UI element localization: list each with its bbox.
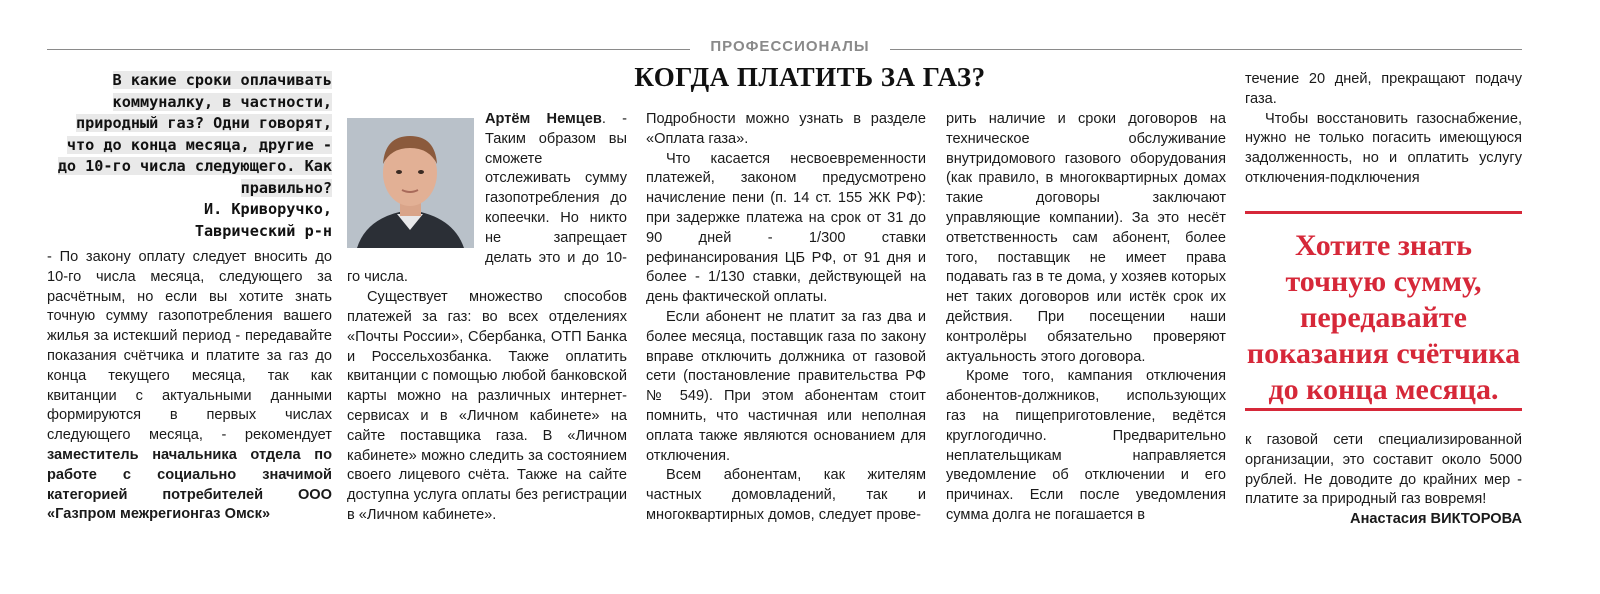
question-author-name: И. Криворучко, — [203, 200, 332, 218]
question-author — [47, 199, 332, 242]
pull-quote: Хотите знать точную сумму, передавайте показания счётчика до конца месяца. — [1246, 229, 1521, 406]
expert-name: Артём Немцев — [485, 111, 602, 127]
column-3 — [646, 110, 926, 526]
reader-question — [47, 70, 332, 242]
expert-position: заместитель начальника отдела по работе с социально значимой категорией потребителей ООО «Газпром межрегионгаз Омск» — [47, 446, 332, 523]
paragraph: Чтобы восстановить газоснабжение, нужно не только погасить имеющуюся задолженность, но и оплатить услугу отключения-подключения — [1245, 110, 1522, 186]
column-4 — [946, 110, 1226, 526]
section-rubric: ПРОФЕССИОНАЛЫ — [710, 38, 870, 55]
article-title: КОГДА ПЛАТИТЬ ЗА ГАЗ? — [634, 62, 986, 92]
paragraph: к газовой сети специализированной организации, это составит около 5000 рублей. Не доводите до крайних мер - платите за природный газ вовремя! — [1245, 432, 1522, 508]
answer-text: - По закону оплату следует вносить до 10-го числа месяца, следующего за расчётным, но если вы хотите знать точную сумму газопотребления вашего жилья за истекший период - передавайте показания счётчика и платите за газ до конца текущего месяца, так как квитанции с актуальными данными формируются в первых числах следующего месяца, - рекомендует — [47, 249, 332, 444]
author-byline: Анастасия ВИКТОРОВА — [1350, 511, 1522, 528]
paragraph: Существует множество способов платежей за газ: во всех отделениях «Почты России», Сбербанка, ОТП Банка и Россельхозбанка. Также оплатить квитанции с помощью любой банковской карты можно на различных интернет-сервисах и в «Личном кабинете» на сайте поставщика газа. В «Личном кабинете» можно следить за состоянием своего лицевого счёта. Также на сайте доступна услуга оплаты без регистрации в «Личном кабинете». — [347, 289, 627, 523]
column-5-bottom — [1245, 431, 1522, 530]
paragraph: Что касается несвоевременности платежей, законом предусмотрено начисление пени (п. 14 ст. 155 ЖК РФ): при задержке платежа на срок от 31 до 90 дней - 1/300 ставки рефинансирования ЦБ РФ, от 91 дня и более - 1/130 ставки, действующей на день фактической оплаты. — [646, 150, 926, 306]
paragraph: Если абонент не платит за газ два и более месяца, поставщик газа по закону вправе отключить должника от газовой сети (постановление правительства РФ № 549). При этом абонентам стоит помнить, что частичная или неполная оплата также являются основанием для отключения. — [646, 308, 926, 464]
callout-rule-top — [1245, 211, 1522, 214]
expert-photo — [347, 118, 474, 248]
paragraph: Кроме того, кампания отключения абонентов-должников, использующих газ на пищеприготовление, ведётся круглогодично. Предварительно неплательщикам направляется уведомление об отключении и его причинах. Если после уведомления сумма долга не погашается в — [946, 368, 1226, 523]
paragraph: Подробности можно узнать в разделе «Оплата газа». — [646, 111, 926, 147]
question-author-district: Таврический р-н — [194, 221, 332, 240]
answer-paragraph — [47, 248, 332, 525]
person-portrait-icon — [347, 118, 474, 248]
callout-rule-bottom — [1245, 408, 1522, 411]
column-2 — [347, 110, 627, 526]
paragraph: Всем абонентам, как жителям частных домовладений, так и многоквартирных домов, следует прове- — [646, 467, 926, 523]
column-5-top — [1245, 70, 1522, 189]
rubric-line-right — [890, 49, 1522, 50]
expert-lead-text: . - Таким образом вы сможете отслеживать сумму газопотребления до копеечки. Но никто не запрещает делать это и до 10-го числа. — [347, 111, 627, 286]
paragraph: течение 20 дней, прекращают подачу газа. — [1245, 71, 1522, 107]
column-1 — [47, 248, 332, 525]
paragraph: рить наличие и сроки договоров на техническое обслуживание внутридомового газового оборудования (как правило, в многоквартирных домах такие договоры заключают управляющие компании). За это несёт ответственность сам абонент, более того, поставщик не имеет права подавать газ в те дома, у хозяев которых нет таких договоров или истёк срок их действия. При посещении наши контролёры обязательно проверяют актуальность этого договора. — [946, 111, 1226, 365]
question-text: В какие сроки оплачивать коммуналку, в частности, природный газ? Одни говорят, что до конца месяца, другие - до 10-го числа следующего. Как правильно? — [57, 71, 332, 197]
rubric-line-left — [47, 49, 690, 50]
